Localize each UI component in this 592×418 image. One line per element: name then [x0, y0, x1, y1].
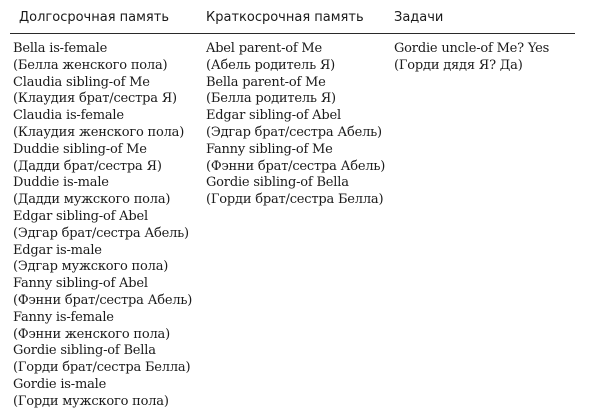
fact-translation-line: (Горди брат/сестра Белла): [13, 360, 191, 376]
fact-translation-line: (Эдгар мужского пола): [13, 259, 169, 275]
fact-line: Bella is-female: [13, 41, 108, 56]
fact-line: Abel parent-of Me: [206, 41, 323, 56]
fact-line: Gordie is-male: [13, 376, 107, 392]
fact-translation-line: (Дадди брат/сестра Я): [13, 158, 162, 174]
fact-translation-line: (Клаудия женского пола): [13, 124, 185, 140]
fact-line: Fanny sibling-of Me: [206, 141, 333, 157]
fact-line: Gordie sibling-of Bella: [13, 343, 156, 359]
fact-line: Edgar sibling-of Abel: [206, 108, 341, 124]
fact-translation-line: (Абель родитель Я): [206, 57, 336, 73]
fact-translation-line: (Клаудия брат/сестра Я): [13, 91, 177, 107]
header-short-term-memory: Краткосрочная память: [206, 10, 364, 25]
header-long-term-memory: Долгосрочная память: [19, 10, 169, 25]
fact-translation-line: (Дадди мужского пола): [13, 192, 171, 208]
fact-line: Edgar sibling-of Abel: [13, 208, 148, 224]
header-tasks: Задачи: [394, 10, 444, 25]
fact-line: Claudia sibling-of Me: [13, 74, 150, 90]
fact-translation-line: (Горди мужского пола): [13, 393, 169, 409]
fact-translation-line: (Эдгар брат/сестра Абель): [13, 225, 189, 241]
short-term-memory-column: [206, 41, 385, 209]
header-divider: [10, 33, 575, 34]
fact-line: Fanny is-female: [13, 309, 114, 325]
fact-translation-line: (Белла родитель Я): [206, 91, 336, 107]
fact-translation-line: (Фэнни брат/сестра Абель): [13, 292, 193, 308]
fact-line: Claudia is-female: [13, 108, 124, 124]
fact-translation-line: (Фэнни брат/сестра Абель): [206, 158, 386, 174]
fact-line: Gordie uncle-of Me? Yes: [394, 41, 550, 56]
tasks-column: [394, 41, 549, 75]
fact-line: Duddie sibling-of Me: [13, 141, 147, 157]
fact-line: Edgar is-male: [13, 242, 102, 258]
fact-translation-line: (Белла женского пола): [13, 57, 168, 73]
table-header: [0, 0, 592, 34]
fact-translation-line: (Фэнни женского пола): [13, 326, 170, 342]
fact-line: Duddie is-male: [13, 175, 109, 191]
fact-line: Gordie sibling-of Bella: [206, 175, 349, 191]
fact-line: Bella parent-of Me: [206, 74, 326, 90]
fact-translation-line: (Горди дядя Я? Да): [394, 57, 523, 73]
fact-translation-line: (Эдгар брат/сестра Абель): [206, 124, 382, 140]
long-term-memory-column: [13, 41, 192, 411]
fact-line: Fanny sibling-of Abel: [13, 276, 148, 292]
fact-translation-line: (Горди брат/сестра Белла): [206, 192, 384, 208]
